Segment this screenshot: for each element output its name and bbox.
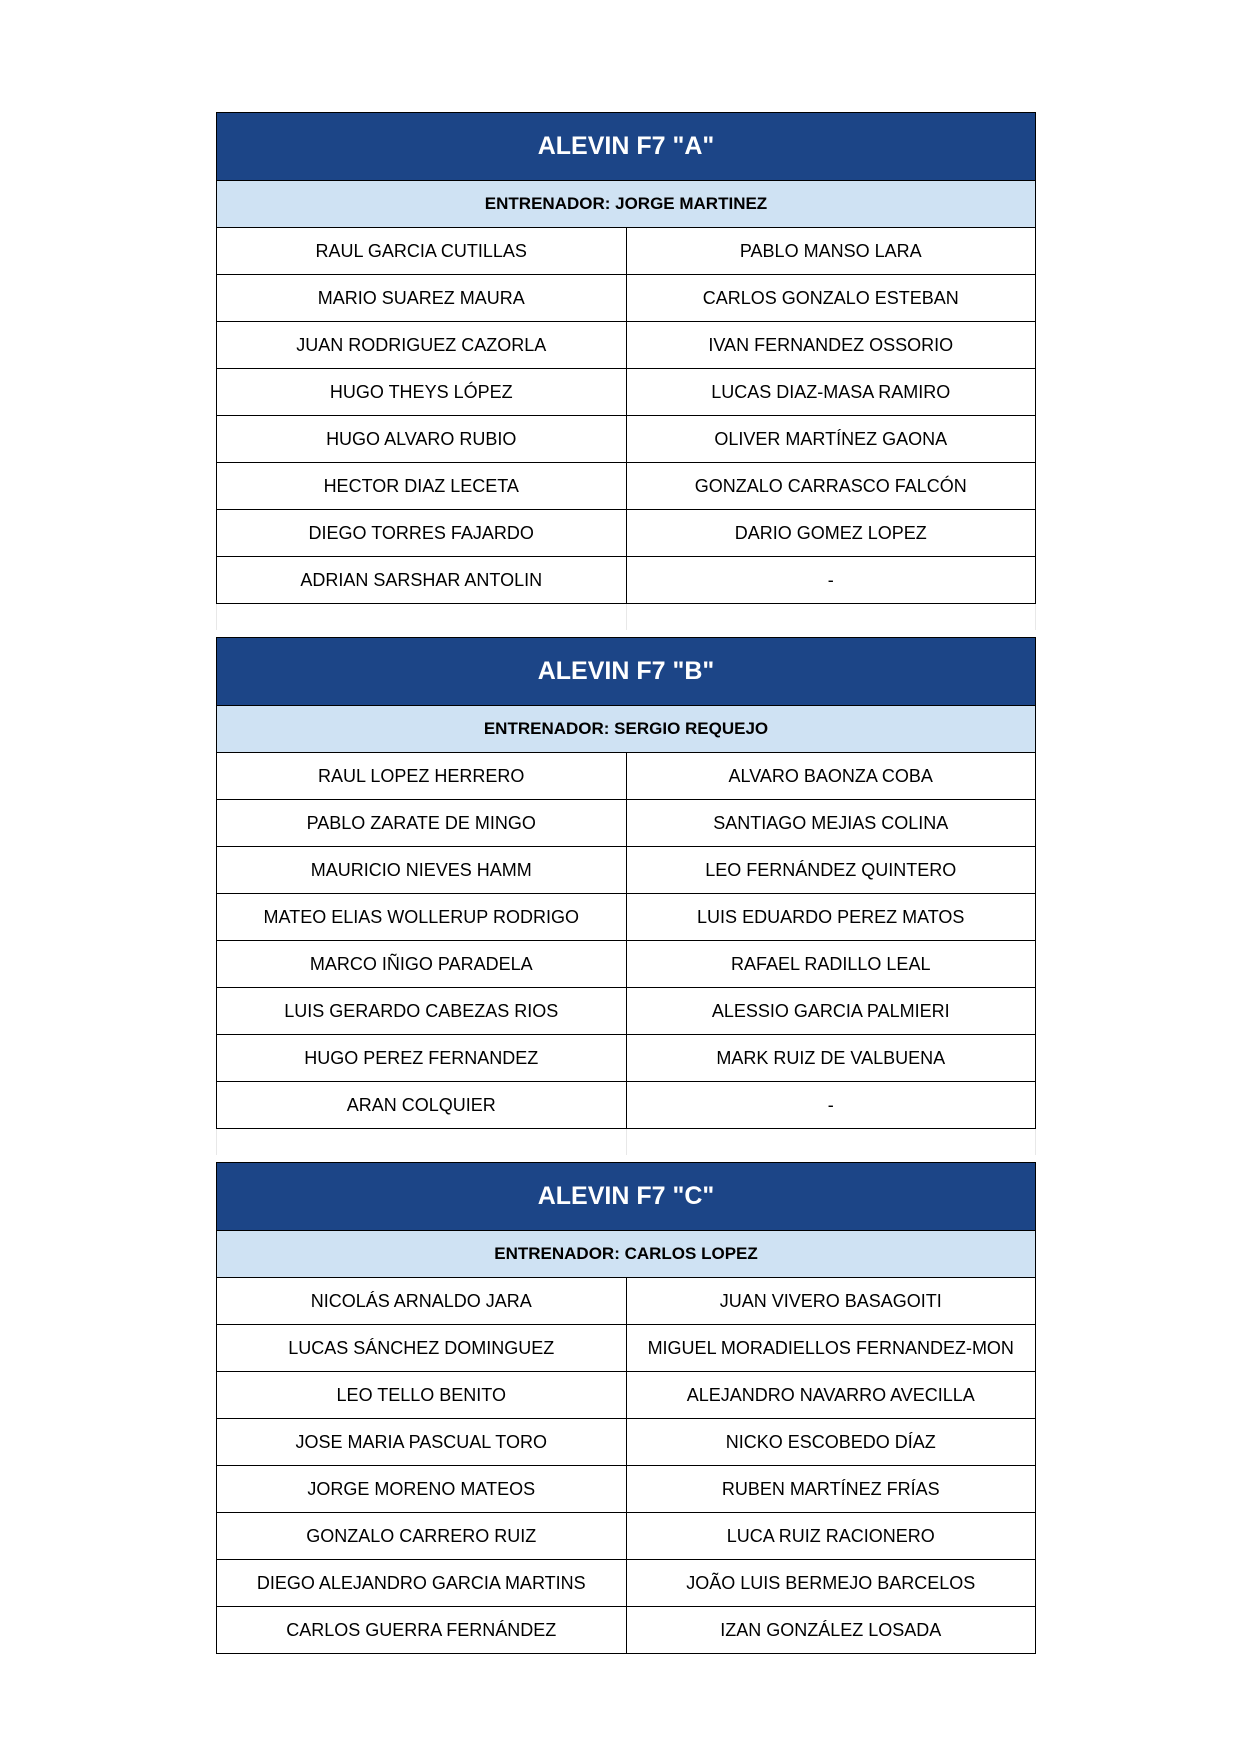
table-row [217, 1513, 1036, 1560]
player-name: MARK RUIZ DE VALBUENA [626, 1035, 1036, 1082]
section-spacer [216, 604, 1036, 630]
table-row [217, 1325, 1036, 1372]
player-name: OLIVER MARTÍNEZ GAONA [626, 416, 1036, 463]
roster-table [216, 1162, 1036, 1654]
player-name: JOÃO LUIS BERMEJO BARCELOS [626, 1560, 1036, 1607]
player-name: ADRIAN SARSHAR ANTOLIN [217, 557, 627, 604]
player-name: LEO FERNÁNDEZ QUINTERO [626, 847, 1036, 894]
coach-label: ENTRENADOR: CARLOS LOPEZ [217, 1231, 1036, 1278]
player-name: NICKO ESCOBEDO DÍAZ [626, 1419, 1036, 1466]
player-name: DIEGO TORRES FAJARDO [217, 510, 627, 557]
player-name: JUAN RODRIGUEZ CAZORLA [217, 322, 627, 369]
coach-label: ENTRENADOR: JORGE MARTINEZ [217, 181, 1036, 228]
team-title: ALEVIN F7 "A" [217, 113, 1036, 181]
player-name: NICOLÁS ARNALDO JARA [217, 1278, 627, 1325]
team-section-b [216, 637, 1036, 1155]
table-row [217, 557, 1036, 604]
player-name: MIGUEL MORADIELLOS FERNANDEZ-MON [626, 1325, 1036, 1372]
table-row [217, 753, 1036, 800]
table-row [217, 1560, 1036, 1607]
table-row [217, 1466, 1036, 1513]
player-name: DIEGO ALEJANDRO GARCIA MARTINS [217, 1560, 627, 1607]
player-name: ALVARO BAONZA COBA [626, 753, 1036, 800]
table-row [217, 369, 1036, 416]
player-name: LUCA RUIZ RACIONERO [626, 1513, 1036, 1560]
table-row [217, 416, 1036, 463]
team-section-a [216, 112, 1036, 630]
player-name: MARCO IÑIGO PARADELA [217, 941, 627, 988]
player-name: GONZALO CARRERO RUIZ [217, 1513, 627, 1560]
player-name: JOSE MARIA PASCUAL TORO [217, 1419, 627, 1466]
player-name: RAUL LOPEZ HERRERO [217, 753, 627, 800]
player-name: ALEJANDRO NAVARRO AVECILLA [626, 1372, 1036, 1419]
table-row [217, 1419, 1036, 1466]
player-name: CARLOS GONZALO ESTEBAN [626, 275, 1036, 322]
player-name: IZAN GONZÁLEZ LOSADA [626, 1607, 1036, 1654]
player-name: PABLO ZARATE DE MINGO [217, 800, 627, 847]
player-name: HECTOR DIAZ LECETA [217, 463, 627, 510]
table-row [217, 941, 1036, 988]
player-name: HUGO ALVARO RUBIO [217, 416, 627, 463]
team-section-c [216, 1162, 1036, 1654]
player-name: - [626, 557, 1036, 604]
table-row [217, 1082, 1036, 1129]
roster-table [216, 637, 1036, 1129]
player-name: ALESSIO GARCIA PALMIERI [626, 988, 1036, 1035]
table-row [217, 463, 1036, 510]
player-name: SANTIAGO MEJIAS COLINA [626, 800, 1036, 847]
player-name: LUCAS DIAZ-MASA RAMIRO [626, 369, 1036, 416]
table-row [217, 275, 1036, 322]
player-name: HUGO THEYS LÓPEZ [217, 369, 627, 416]
player-name: JORGE MORENO MATEOS [217, 1466, 627, 1513]
player-name: LUCAS SÁNCHEZ DOMINGUEZ [217, 1325, 627, 1372]
player-name: LUIS EDUARDO PEREZ MATOS [626, 894, 1036, 941]
player-name: MAURICIO NIEVES HAMM [217, 847, 627, 894]
player-name: IVAN FERNANDEZ OSSORIO [626, 322, 1036, 369]
table-row [217, 1035, 1036, 1082]
player-name: GONZALO CARRASCO FALCÓN [626, 463, 1036, 510]
table-row [217, 322, 1036, 369]
player-name: MARIO SUAREZ MAURA [217, 275, 627, 322]
player-name: RAFAEL RADILLO LEAL [626, 941, 1036, 988]
player-name: DARIO GOMEZ LOPEZ [626, 510, 1036, 557]
player-name: RAUL GARCIA CUTILLAS [217, 228, 627, 275]
table-row [217, 800, 1036, 847]
table-row [217, 847, 1036, 894]
table-row [217, 1372, 1036, 1419]
player-name: LEO TELLO BENITO [217, 1372, 627, 1419]
player-name: JUAN VIVERO BASAGOITI [626, 1278, 1036, 1325]
table-row [217, 228, 1036, 275]
player-name: PABLO MANSO LARA [626, 228, 1036, 275]
table-row [217, 1607, 1036, 1654]
player-name: MATEO ELIAS WOLLERUP RODRIGO [217, 894, 627, 941]
team-title: ALEVIN F7 "B" [217, 638, 1036, 706]
roster-table [216, 112, 1036, 604]
coach-label: ENTRENADOR: SERGIO REQUEJO [217, 706, 1036, 753]
player-name: ARAN COLQUIER [217, 1082, 627, 1129]
player-name: RUBEN MARTÍNEZ FRÍAS [626, 1466, 1036, 1513]
table-row [217, 988, 1036, 1035]
player-name: LUIS GERARDO CABEZAS RIOS [217, 988, 627, 1035]
player-name: HUGO PEREZ FERNANDEZ [217, 1035, 627, 1082]
player-name: CARLOS GUERRA FERNÁNDEZ [217, 1607, 627, 1654]
section-spacer [216, 1129, 1036, 1155]
team-title: ALEVIN F7 "C" [217, 1163, 1036, 1231]
player-name: - [626, 1082, 1036, 1129]
table-row [217, 894, 1036, 941]
table-row [217, 510, 1036, 557]
table-row [217, 1278, 1036, 1325]
